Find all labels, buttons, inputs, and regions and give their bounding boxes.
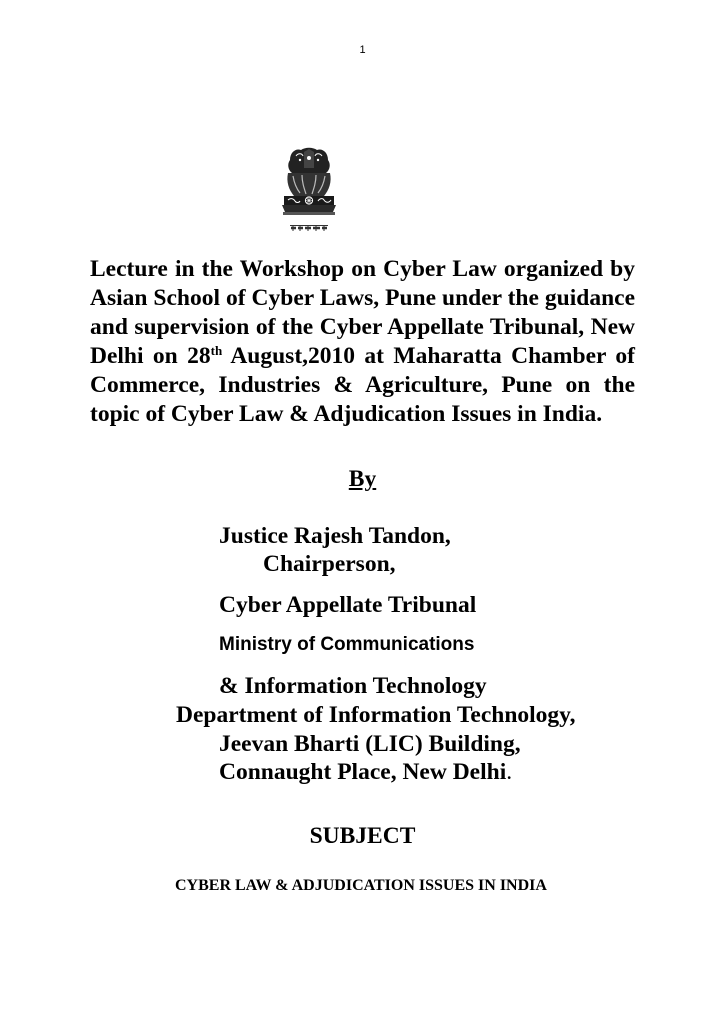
author-place: Connaught Place, New Delhi [219,759,507,785]
title-date-superscript: th [210,343,223,358]
page-number: 1 [359,44,366,56]
author-ministry-continued: & Information Technology [219,673,487,699]
author-address [219,759,512,786]
author-role: Chairperson, [263,551,396,577]
title-text-end: August,2010 at Maharatta Chamber of Commerce, Industries & Agriculture, Pune on the topic of Cyber Law & Adjudication Issues in India. [90,343,635,427]
title-text-start: Lecture in the Workshop on Cyber Law organized by Asian School of Cyber Laws, Pune under the guidance and supervision of the Cyber Appellate Tribunal, New Delhi on 28 [90,256,635,369]
author-organization: Cyber Appellate Tribunal [219,592,477,618]
author-ministry: Ministry of Communications [219,634,475,655]
subject-heading: SUBJECT [309,823,416,849]
author-department: Department of Information Technology, [176,702,576,728]
author-building: Jeevan Bharti (LIC) Building, [219,731,521,757]
author-place-period: . [506,759,513,785]
national-emblem-icon [276,146,342,236]
subject-text: CYBER LAW & ADJUDICATION ISSUES IN INDIA [175,877,547,894]
by-label: By [348,466,377,492]
lecture-title [90,255,635,429]
author-name: Justice Rajesh Tandon, [219,523,451,549]
